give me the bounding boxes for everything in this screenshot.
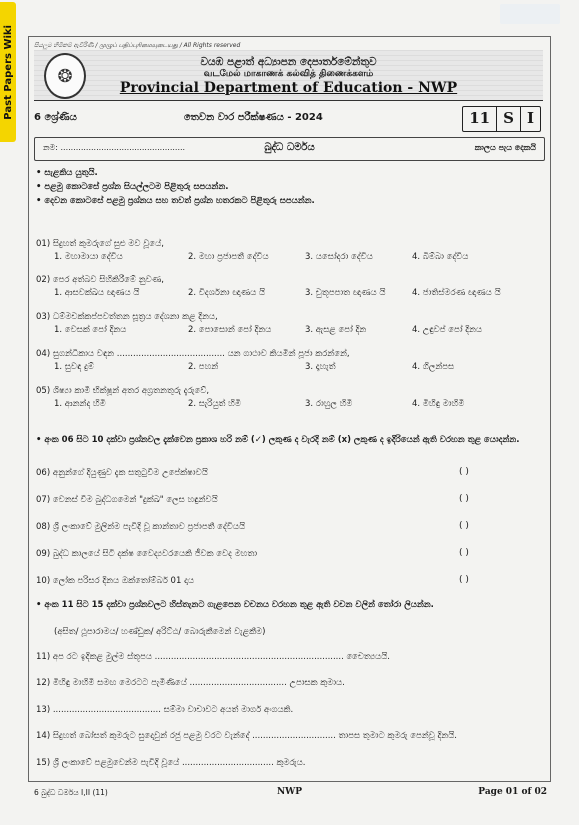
term-title: තෙවන වාර පරීක්ෂණය - 2024 xyxy=(184,112,323,123)
side-tab-label: Past Papers Wiki xyxy=(2,24,14,120)
fill-blank-question[interactable]: 12) මිහිඳු මාහිමි සමඟ මෙරටට පැමිණියේ .................................... උපාසක කුමාය. xyxy=(36,678,345,688)
mcq-option[interactable]: 4. උඳුවප් පෝ දිනය xyxy=(412,325,483,335)
fill-blank-question[interactable]: 11) අප රට ඉදිකළ මුල්ම ස්තූපය ...................................................................... චෛත්‍යයයි. xyxy=(36,652,390,662)
tf-statement: 08) ශ්‍රී ලංකාවේ මුලින්ම පැවිදි වූ කාන්තාව ප්‍රජාපතී දේවියයි xyxy=(36,522,246,532)
department-banner xyxy=(34,50,543,101)
answer-bracket[interactable]: ( ) xyxy=(459,575,469,585)
tf-statement: 07) වෙනස් වීම බුද්ධගමෙන් "දුක්ඛ" ලෙස හඳුන්වයි xyxy=(36,495,218,505)
mcq-option[interactable]: 4. බිම්බා දේවිය xyxy=(412,252,469,262)
scanner-mark xyxy=(500,4,560,24)
instruction-line: • සැළකිය යුතුයි. xyxy=(36,168,98,178)
exam-header xyxy=(34,106,543,132)
past-papers-wiki-tab[interactable] xyxy=(0,2,16,142)
footer-subject: 6 බුද්ධ ධර්මය I,II (11) xyxy=(34,788,108,797)
copyright-line: සියලුම හිමිකම් ඇවිරිණි / முழுப் பதிப்புரிமையுடையது / All Rights reserved xyxy=(34,42,241,49)
banner-sinhala: වයඹ පළාත් අධ්‍යාපන දෙපාර්තමේන්තුව xyxy=(200,56,377,68)
name-field: නම: ................................................. xyxy=(43,143,186,152)
tf-instruction: • අංක 06 සිට 10 දක්වා ප්‍රශ්නවල දැක්වෙන ප්‍රකාශ හරි නම් (✓) ලකුණ ද වැරදි නම් (x) ලකුණ ද ඉදිරියෙන් ඇති වරහන තුළ යොදන්න. xyxy=(36,435,520,445)
mcq-option[interactable]: 1. ආසවක්ඛය ඥාණය යි xyxy=(54,288,140,298)
mcq-option[interactable]: 1. ආනන්ද හිමි xyxy=(54,399,106,409)
footer-page-number: Page 01 of 02 xyxy=(478,787,547,797)
mcq-option[interactable]: 3. ඇසළ පෝ දින xyxy=(305,325,367,335)
mcq-option[interactable]: 4. ගිලන්පස xyxy=(412,362,455,372)
answer-bracket[interactable]: ( ) xyxy=(459,521,469,531)
answer-bracket[interactable]: ( ) xyxy=(459,467,469,477)
mcq-option[interactable]: 3. චුතූපපාත ඥාණය යි xyxy=(305,288,386,298)
mcq-option[interactable]: 2. මහා ප්‍රජාපතී දේවිය xyxy=(188,252,269,262)
mcq-option[interactable]: 1. මහාමායා දේවිය xyxy=(54,252,123,262)
mcq-option[interactable]: 4. ජාතිස්මරණ ඥාණය යි xyxy=(412,288,501,298)
word-bank: (අසිත/ ථූපාරාමය/ හණ්ඩුක/ අරිට්ඨ/ බොරුකීමෙන් වැළකීම) xyxy=(54,627,266,637)
grade-label: 6 ශ්‍රේණිය xyxy=(34,112,77,123)
time-allowed: කාලය පැය දෙකයි xyxy=(474,143,536,152)
mcq-option[interactable]: 3. දෑහැත් xyxy=(305,362,336,372)
mcq-option[interactable]: 2. විදර්ශනා ඥාණය යි xyxy=(188,288,266,298)
mcq-question: 03) ධම්මචක්කප්පවත්තන සූත්‍රය දේශනා කළ දිනය, xyxy=(36,312,218,322)
tf-statement: 06) අනුන්ගේ දියුණුව දැක සතුටුවීම උපේක්ෂාවයි xyxy=(36,468,208,478)
instruction-line: • පළමු කොටසේ ප්‍රශ්න සියල්ලටම පිළිතුරු සපයන්න. xyxy=(36,182,229,192)
mcq-option[interactable]: 2. පහන් xyxy=(188,362,219,372)
fill-blank-question[interactable]: 14) සිදුහත් බෝසත් කුමරුට සුදොවුන් රජු පළමු වරට වැන්දේ ............................... තාපස තුමාට කුමරු පෙන්වූ දිනයි. xyxy=(36,731,457,741)
mcq-option[interactable]: 1. සුවඳ දුම් xyxy=(54,362,94,372)
mcq-option[interactable]: 1. වෙසක් පෝ දිනය xyxy=(54,325,127,335)
banner-tamil: வடமேல் மாகாணக் கல்வித் திணைக்களம் xyxy=(203,69,374,79)
tf-statement: 09) බුද්ධ කාලයේ සිටි දක්ෂ වෛද්‍යවරයෙකි ජීවක වෙද මහතා xyxy=(36,549,258,559)
mcq-option[interactable]: 3. යසෝදරා දේවිය xyxy=(305,252,373,262)
mcq-option[interactable]: 2. සැරියුත් හිමි xyxy=(188,399,241,409)
mcq-question: 01) සිදුහත් කුමරුගේ සුළු මව වූයේ, xyxy=(36,239,164,249)
paper-code-box xyxy=(462,106,541,132)
mcq-option[interactable]: 2. පොසොන් පෝ දිනය xyxy=(188,325,272,335)
mcq-option[interactable]: 3. රාහුල හිමි xyxy=(305,399,353,409)
instruction-line: • දෙවන කොටසේ පළමු ප්‍රශ්නය සහ තවත් ප්‍රශ්න හතරකට පිළිතුරු සපයන්න. xyxy=(36,196,315,206)
mcq-question: 02) පෙර අත්බව සිහිකිරීමේ නුවණ, xyxy=(36,275,164,285)
subject-title: බුද්ධ ධර්මය xyxy=(264,142,315,153)
fill-instruction: • අංක 11 සිට 15 දක්වා ප්‍රශ්නවලට හිස්තැනට ගැළපෙන වචනය වරහන තුළ ඇති වචන වලින් තෝරා ලියන්න. xyxy=(36,600,434,610)
subject-bar xyxy=(34,137,545,161)
code-cell: S xyxy=(496,107,520,131)
provincial-emblem-icon: ❂ xyxy=(44,53,86,99)
mcq-option[interactable]: 4. මිහිඳු මාහිමි xyxy=(412,399,465,409)
mcq-question: 05) ශිෂ්‍යා කාමී භික්ෂූන් අතර අග්‍රතනතුරු දැරුවේ, xyxy=(36,386,210,396)
fill-blank-question[interactable]: 15) ශ්‍රී ලංකාවේ පළමුවෙන්ම පැවිදි වූයේ .................................. කුමරුය. xyxy=(36,758,306,768)
answer-bracket[interactable]: ( ) xyxy=(459,494,469,504)
mcq-question: 04) සුගන්ධිකාය වඳන ........................................ යන ගාථාව කියමින් පූජා කරන්නේ, xyxy=(36,349,350,359)
tf-statement: 10) ලෝක පරිසර දිනය ඔක්තෝම්බර් 01 දාය xyxy=(36,576,194,586)
code-cell: 11 xyxy=(469,109,491,127)
answer-bracket[interactable]: ( ) xyxy=(459,548,469,558)
banner-english: Provincial Department of Education - NWP xyxy=(119,80,458,96)
fill-blank-question[interactable]: 13) ........................................ සම්මා වාචාවට අයත් මාර්ග අංගයකි. xyxy=(36,705,294,715)
code-cell: I xyxy=(520,107,540,131)
footer-center: NWP xyxy=(276,787,303,797)
